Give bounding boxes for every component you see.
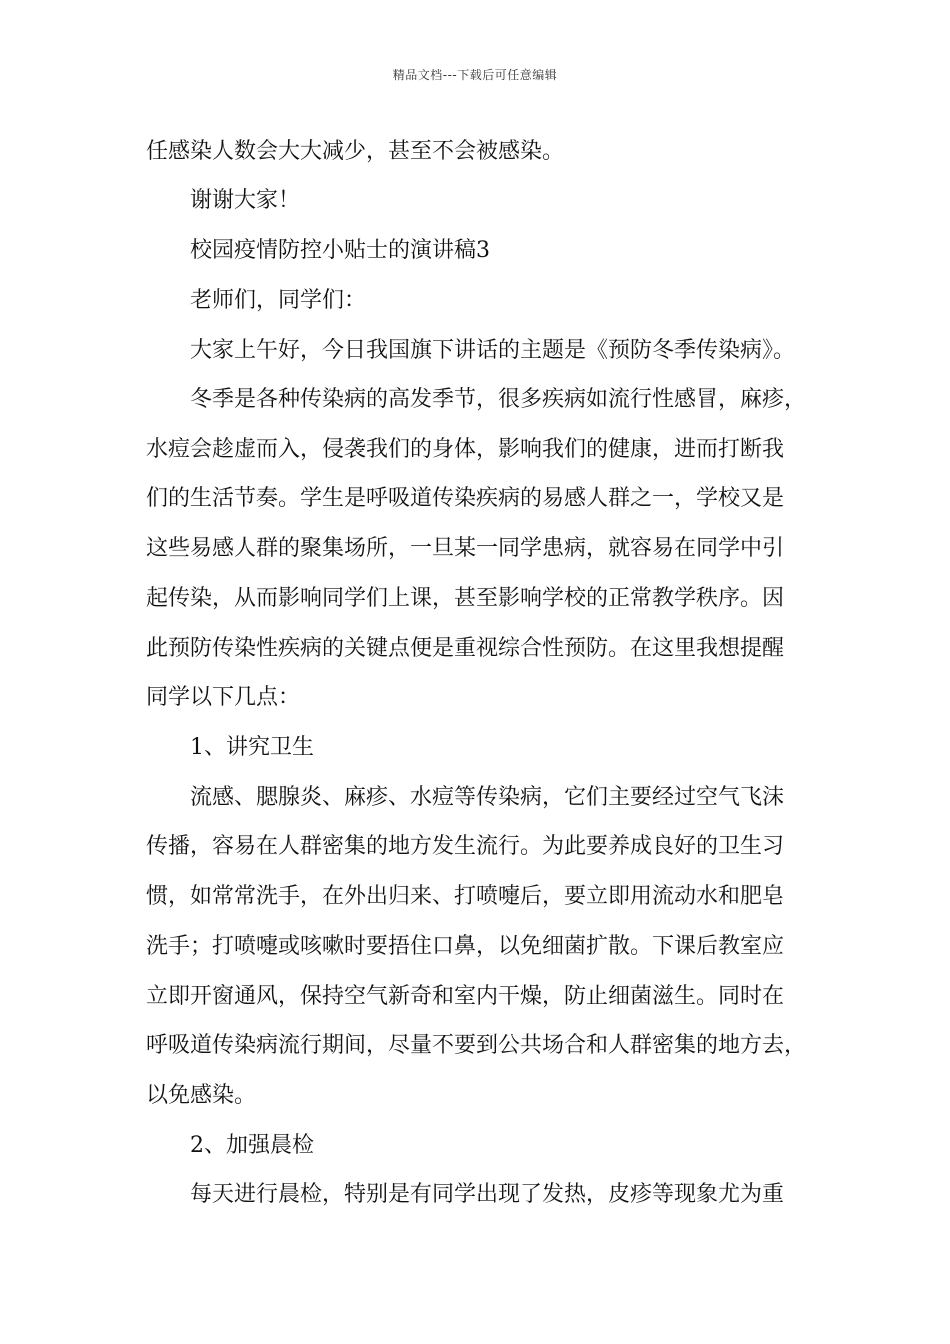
list-heading: 2、加强晨检 — [190, 1133, 314, 1158]
paragraph-line: 此预防传染性疾病的关键点便是重视综合性预防。在这里我想提醒 — [146, 636, 785, 661]
paragraph-line: 起传染，从而影响同学们上课，甚至影响学校的正常教学秩序。因 — [146, 586, 785, 611]
paragraph-line: 这些易感人群的聚集场所，一旦某一同学患病，就容易在同学中引 — [146, 536, 785, 561]
paragraph-line: 惯，如常常洗手，在外出归来、打喷嚏后，要立即用流动水和肥皂 — [146, 884, 785, 909]
paragraph-line: 冬季是各种传染病的高发季节，很多疾病如流行性感冒，麻疹， — [190, 387, 807, 412]
paragraph-line: 大家上午好，今日我国旗下讲话的主题是《预防冬季传染病》。 — [190, 338, 796, 363]
paragraph-line: 以免感染。 — [146, 1083, 257, 1108]
paragraph-line: 传播，容易在人群密集的地方发生流行。为此要养成良好的卫生习 — [146, 834, 785, 859]
section-title: 校园疫情防控小贴士的演讲稿3 — [190, 238, 490, 263]
paragraph-line: 同学以下几点： — [146, 685, 301, 710]
paragraph-line: 流感、腮腺炎、麻疹、水痘等传染病，它们主要经过空气飞沫 — [190, 785, 785, 810]
paragraph-line: 呼吸道传染病流行期间，尽量不要到公共场合和人群密集的地方去， — [146, 1033, 807, 1058]
paragraph-line: 们的生活节奏。学生是呼吸道传染疾病的易感人群之一，学校又是 — [146, 486, 785, 511]
paragraph-line: 洗手；打喷嚏或咳嗽时要捂住口鼻，以免细菌扩散。下课后教室应 — [146, 934, 785, 959]
paragraph-line: 每天进行晨检，特别是有同学出现了发热，皮疹等现象尤为重 — [190, 1182, 785, 1207]
list-heading: 1、讲究卫生 — [190, 735, 314, 760]
page-header: 精品文档---下载后可任意编辑 — [392, 68, 558, 82]
paragraph-line: 水痘会趁虚而入，侵袭我们的身体，影响我们的健康，进而打断我 — [146, 437, 785, 462]
paragraph-line: 任感染人数会大大减少，甚至不会被感染。 — [146, 139, 565, 164]
paragraph-line: 立即开窗通风，保持空气新奇和室内干燥，防止细菌滋生。同时在 — [146, 984, 785, 1009]
paragraph-line: 谢谢大家！ — [190, 188, 301, 213]
salutation: 老师们，同学们： — [190, 288, 367, 313]
